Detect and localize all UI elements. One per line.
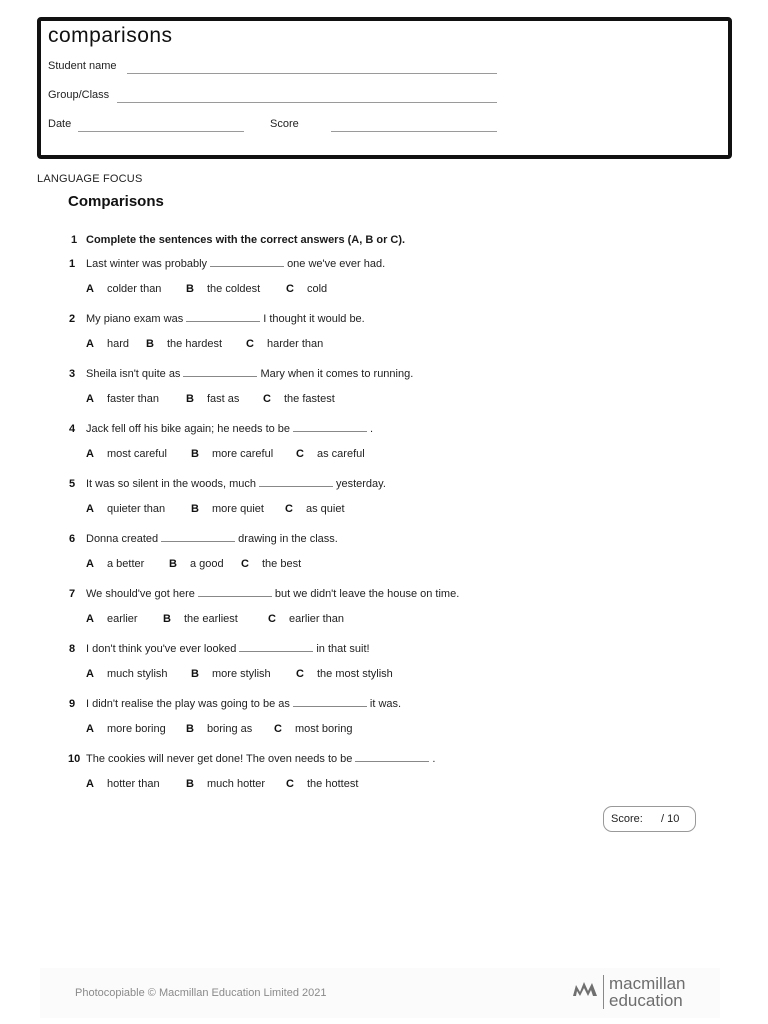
question-number: 1 [69,258,76,270]
question-text-after: yesterday. [335,478,386,490]
worksheet-header [37,17,732,159]
option-letter: B [186,393,194,405]
option-letter: B [163,613,171,625]
answer-option[interactable]: more quiet [212,503,264,515]
question-text-before: We should've got here [86,588,195,600]
question-text-after: . [432,753,436,765]
answer-option[interactable]: more boring [107,723,166,735]
question-number: 10 [68,753,81,765]
group-class-label: Group/Class [48,89,110,101]
question-text-after: drawing in the class. [238,533,338,545]
question-text-after: in that suit! [316,643,370,655]
question-text-after: . [370,423,374,435]
question-text-before: Jack fell off his bike again; he needs to be [86,423,291,435]
option-letter: C [286,283,294,295]
section-label: LANGUAGE FOCUS [37,173,143,185]
answer-option[interactable]: cold [307,283,328,295]
question-number: 9 [69,698,76,710]
answer-blank[interactable] [186,313,260,322]
student-name-line[interactable] [127,73,497,74]
worksheet-title: comparisons [48,24,173,47]
answer-option[interactable]: boring as [207,723,253,735]
question-number: 3 [69,368,76,380]
question-text-after: it was. [369,698,402,710]
answer-blank[interactable] [161,533,235,542]
answer-blank[interactable] [183,368,257,377]
option-letter: C [285,503,293,515]
question-number: 7 [69,588,76,600]
macmillan-logo [572,975,702,1011]
score-line[interactable] [331,131,497,132]
question-number: 2 [69,313,76,325]
logo-wordmark [609,975,686,1009]
question-text [86,258,385,270]
answer-option[interactable]: most boring [295,723,353,735]
question-text [86,533,338,545]
question-text [86,313,365,325]
option-letter: B [191,448,199,460]
option-letter: B [186,723,194,735]
answer-blank[interactable] [239,643,313,652]
copyright-text: Photocopiable © Macmillan Education Limited 2021 [75,987,327,999]
section-title: Comparisons [68,193,164,210]
logo-line-1: macmillan [609,974,686,993]
answer-option[interactable]: the hottest [307,778,359,790]
answer-option[interactable]: the coldest [207,283,261,295]
question-text [86,698,401,710]
answer-option[interactable]: the most stylish [317,668,393,680]
question-text [86,588,459,600]
option-letter: A [86,558,94,570]
question-text-before: Donna created [86,533,159,545]
option-letter: A [86,668,94,680]
question-text-before: My piano exam was [86,313,184,325]
option-letter: C [246,338,254,350]
answer-option[interactable]: much stylish [107,668,168,680]
option-letter: C [268,613,276,625]
option-letter: A [86,778,94,790]
question-text [86,478,386,490]
question-text-after: but we didn't leave the house on time. [274,588,460,600]
date-label: Date [48,118,72,130]
option-letter: B [169,558,177,570]
option-letter: C [296,668,304,680]
question-text [86,643,370,655]
option-letter: C [296,448,304,460]
question-text-before: I don't think you've ever looked [86,643,237,655]
question-number: 8 [69,643,76,655]
question-text-before: The cookies will never get done! The oven needs to be [86,753,353,765]
date-line[interactable] [78,131,244,132]
answer-option[interactable]: most careful [107,448,167,460]
question-text-after: Mary when it comes to running. [260,368,414,380]
exercise-number: 1 [71,234,78,246]
answer-option[interactable]: quieter than [107,503,166,515]
option-letter: C [286,778,294,790]
option-letter: A [86,723,94,735]
score-box-total: / 10 [661,813,680,825]
answer-option[interactable]: harder than [267,338,324,350]
logo-divider [603,975,604,1009]
score-box-label: Score: [611,813,643,825]
question-number: 4 [69,423,76,435]
score-label: Score [270,118,299,130]
question-text [86,753,435,765]
answer-option[interactable]: the best [262,558,302,570]
answer-option[interactable]: hard [107,338,130,350]
macmillan-m-icon [572,979,598,1006]
question-text-after: I thought it would be. [263,313,365,325]
question-text-after: one we've ever had. [287,258,386,270]
group-class-line[interactable] [117,102,497,103]
answer-option[interactable]: the fastest [284,393,335,405]
answer-blank[interactable] [259,478,333,487]
answer-blank[interactable] [293,423,367,432]
answer-option[interactable]: much hotter [207,778,266,790]
answer-option[interactable]: earlier than [289,613,345,625]
exercise-instruction: Complete the sentences with the correct answers (A, B or C). [86,234,406,246]
option-letter: A [86,448,94,460]
option-letter: B [191,668,199,680]
answer-blank[interactable] [210,258,284,267]
question-text-before: I didn't realise the play was going to be as [86,698,290,710]
answer-option[interactable]: the earliest [184,613,238,625]
question-text-before: It was so silent in the woods, much [86,478,256,490]
answer-option[interactable]: a better [107,558,145,570]
answer-blank[interactable] [355,753,429,762]
question-number: 5 [69,478,76,490]
option-letter: B [191,503,199,515]
score-box [603,806,696,832]
answer-option[interactable]: as quiet [306,503,345,515]
question-number: 6 [69,533,76,545]
logo-line-2: education [609,991,683,1010]
question-text-before: Sheila isn't quite as [86,368,181,380]
option-letter: A [86,613,94,625]
answer-option[interactable]: colder than [107,283,162,295]
answer-option[interactable]: more stylish [212,668,271,680]
option-letter: B [146,338,154,350]
answer-option[interactable]: hotter than [107,778,160,790]
answer-option[interactable]: as careful [317,448,365,460]
answer-blank[interactable] [293,698,367,707]
answer-option[interactable]: fast as [207,393,240,405]
option-letter: A [86,503,94,515]
question-text [86,423,373,435]
answer-option[interactable]: faster than [107,393,159,405]
question-text [86,368,413,380]
option-letter: A [86,393,94,405]
option-letter: C [241,558,249,570]
option-letter: C [263,393,271,405]
option-letter: C [274,723,282,735]
option-letter: A [86,283,94,295]
student-name-label: Student name [48,60,117,72]
answer-option[interactable]: the hardest [167,338,223,350]
answer-blank[interactable] [198,588,272,597]
answer-option[interactable]: a good [190,558,224,570]
question-text-before: Last winter was probably [86,258,208,270]
answer-option[interactable]: earlier [107,613,138,625]
option-letter: B [186,778,194,790]
answer-option[interactable]: more careful [212,448,274,460]
option-letter: A [86,338,94,350]
option-letter: B [186,283,194,295]
